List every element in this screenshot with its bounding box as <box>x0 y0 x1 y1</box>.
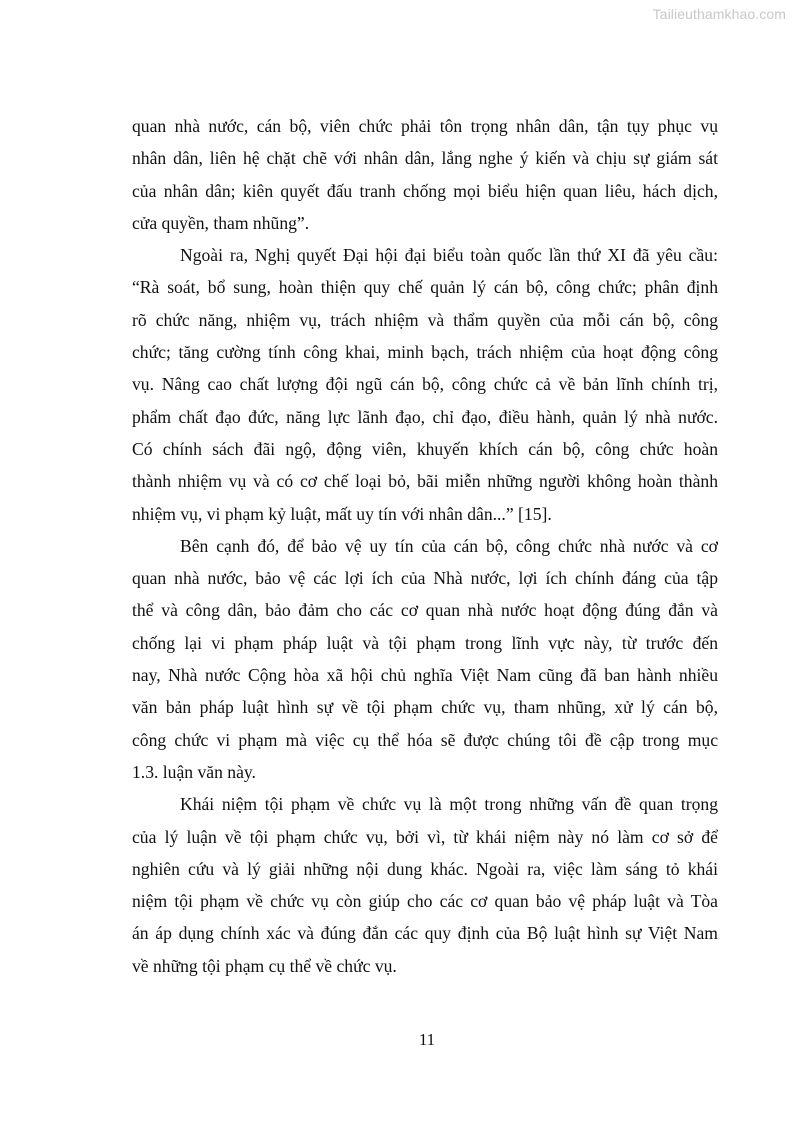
paragraph-4 <box>132 788 718 982</box>
text-line: thể và công dân, bảo đảm cho các cơ quan nhà nước hoạt động đúng đắn và <box>132 600 718 621</box>
text-line: cửa quyền, tham nhũng”. <box>132 212 310 233</box>
text-line: Có chính sách đãi ngộ, động viên, khuyến khích cán bộ, công chức hoàn <box>132 438 718 459</box>
text-line: chức; tăng cường tính công khai, minh bạch, trách nhiệm của hoạt động công <box>132 342 718 363</box>
text-line: quan nhà nước, bảo vệ các lợi ích của Nhà nước, lợi ích chính đáng của tập <box>132 568 718 589</box>
paragraph-3 <box>132 530 718 788</box>
text-line: niệm tội phạm về chức vụ còn giúp cho các cơ quan bảo vệ pháp luật và Tòa <box>132 891 718 912</box>
text-line: 1.3. luận văn này. <box>132 761 256 782</box>
text-line: vụ. Nâng cao chất lượng đội ngũ cán bộ, công chức cả về bản lĩnh chính trị, <box>132 374 718 395</box>
text-line: quan nhà nước, cán bộ, viên chức phải tôn trọng nhân dân, tận tụy phục vụ <box>132 116 718 136</box>
text-line: chống lại vi phạm pháp luật và tội phạm trong lĩnh vực này, từ trước đến <box>132 632 718 653</box>
text-line: của lý luận về tội phạm chức vụ, bởi vì, từ khái niệm này nó làm cơ sở để <box>132 826 718 847</box>
text-line: Bên cạnh đó, để bảo vệ uy tín của cán bộ, công chức nhà nước và cơ <box>180 535 718 556</box>
text-line: về những tội phạm cụ thể về chức vụ. <box>132 955 397 976</box>
text-line: nhiệm vụ, vi phạm kỷ luật, mất uy tín với nhân dân...” [15]. <box>132 503 552 524</box>
text-line: “Rà soát, bổ sung, hoàn thiện quy chế quản lý cán bộ, công chức; phân định <box>132 277 718 298</box>
text-line: Ngoài ra, Nghị quyết Đại hội đại biểu toàn quốc lần thứ XI đã yêu cầu: <box>180 245 718 266</box>
text-line: nhân dân, liên hệ chặt chẽ với nhân dân, lắng nghe ý kiến và chịu sự giám sát <box>132 148 718 169</box>
paragraph-1 <box>132 110 718 239</box>
text-line: của nhân dân; kiên quyết đấu tranh chống mọi biểu hiện quan liêu, hách dịch, <box>132 180 718 201</box>
text-line: án áp dụng chính xác và đúng đắn các quy định của Bộ luật hình sự Việt Nam <box>132 923 718 944</box>
watermark-text: Tailieuthamkhao.com <box>652 6 786 22</box>
text-line: thành nhiệm vụ và có cơ chế loại bỏ, bãi miễn những người không hoàn thành <box>132 471 718 492</box>
text-line: công chức vi phạm mà việc cụ thể hóa sẽ được chúng tôi đề cập trong mục <box>132 729 718 750</box>
text-line: Khái niệm tội phạm về chức vụ là một trong những vấn đề quan trọng <box>180 794 718 815</box>
paragraph-2 <box>132 239 718 530</box>
document-body <box>132 110 718 982</box>
page-number: 11 <box>418 1030 436 1049</box>
text-line: văn bản pháp luật hình sự về tội phạm chức vụ, tham nhũng, xử lý cán bộ, <box>132 697 718 718</box>
text-line: nay, Nhà nước Cộng hòa xã hội chủ nghĩa Việt Nam cũng đã ban hành nhiều <box>132 665 718 686</box>
text-line: nghiên cứu và lý giải những nội dung khác. Ngoài ra, việc làm sáng tỏ khái <box>132 858 718 879</box>
text-line: phẩm chất đạo đức, năng lực lãnh đạo, chỉ đạo, điều hành, quản lý nhà nước. <box>132 406 718 427</box>
text-line: rõ chức năng, nhiệm vụ, trách nhiệm và thẩm quyền của mỗi cán bộ, công <box>132 309 718 330</box>
